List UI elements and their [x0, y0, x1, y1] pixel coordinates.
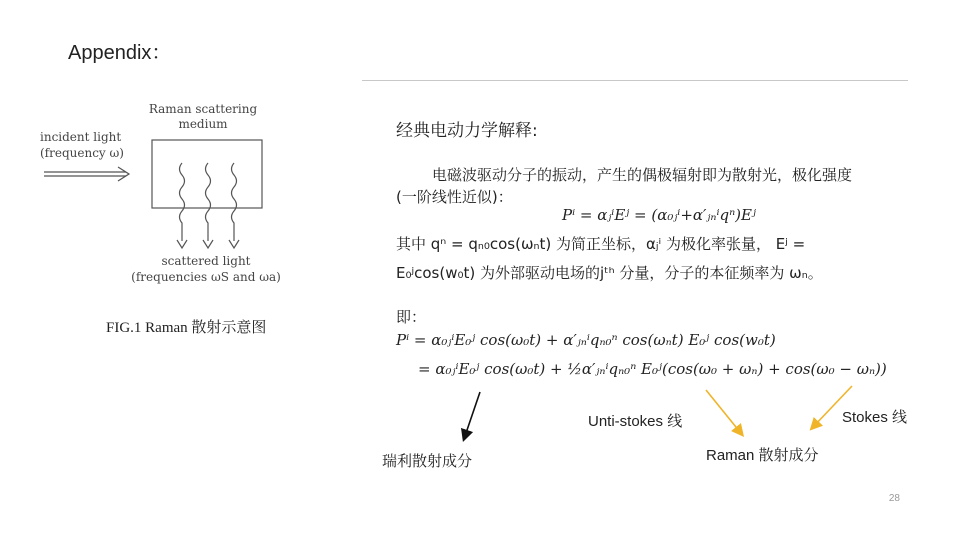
raman-label: Raman 散射成分 [706, 447, 819, 464]
rayleigh-arrow [465, 392, 480, 436]
explanation-line3: 其中 qⁿ = qₙ₀cos(ωₙt) 为简正坐标，αⱼⁱ 为极化率张量， Eʲ = [396, 235, 806, 253]
slide-title: Appendix： [68, 42, 172, 64]
figure-caption: FIG.1 Raman 散射示意图 [106, 320, 267, 336]
page-number: 28 [888, 493, 900, 504]
anti-stokes-label: Unti-stokes 线 [588, 413, 683, 430]
medium-label-line2: medium [178, 117, 228, 131]
rayleigh-label: 瑞利散射成分 [382, 453, 473, 470]
explanation-line1: 电磁波驱动分子的振动，产生的偶极辐射即为散射光，极化强度 [432, 166, 853, 184]
incident-label-line1: incident light [40, 130, 122, 144]
equation-expanded-2: = α₀ⱼⁱE₀ʲ cos(ω₀t) + ½α′ⱼₙⁱqₙ₀ⁿ E₀ʲ(cos(ω₀ + ωₙ) + cos(ω₀ − ωₙ)) [418, 360, 887, 378]
explanation-heading: 经典电动力学解释: [396, 121, 538, 141]
anti-stokes-arrow [706, 390, 740, 432]
explanation-ji: 即： [396, 308, 427, 326]
incident-label-line2: (frequency ω) [40, 146, 124, 160]
scattered-label-line1: scattered light [161, 254, 251, 268]
explanation-line2: (一阶线性近似)： [396, 188, 513, 206]
equation-expanded: Pⁱ = α₀ⱼⁱE₀ʲ cos(ω₀t) + α′ⱼₙⁱqₙ₀ⁿ cos(ωₙt) E₀ʲ cos(w₀t) [396, 331, 776, 349]
explanation-line4: E₀ʲcos(w₀t) 为外部驱动电场的jᵗʰ 分量，分子的本征频率为 ωₙ。 [396, 264, 823, 282]
medium-label-line1: Raman scattering [148, 102, 258, 116]
scattered-label-line2: (frequencies ωS and ωa) [131, 270, 281, 284]
equation-polarization: Pⁱ = αⱼⁱEʲ = (α₀ⱼⁱ+α′ⱼₙⁱqⁿ)Eʲ [562, 206, 756, 224]
stokes-label: Stokes 线 [842, 409, 908, 426]
